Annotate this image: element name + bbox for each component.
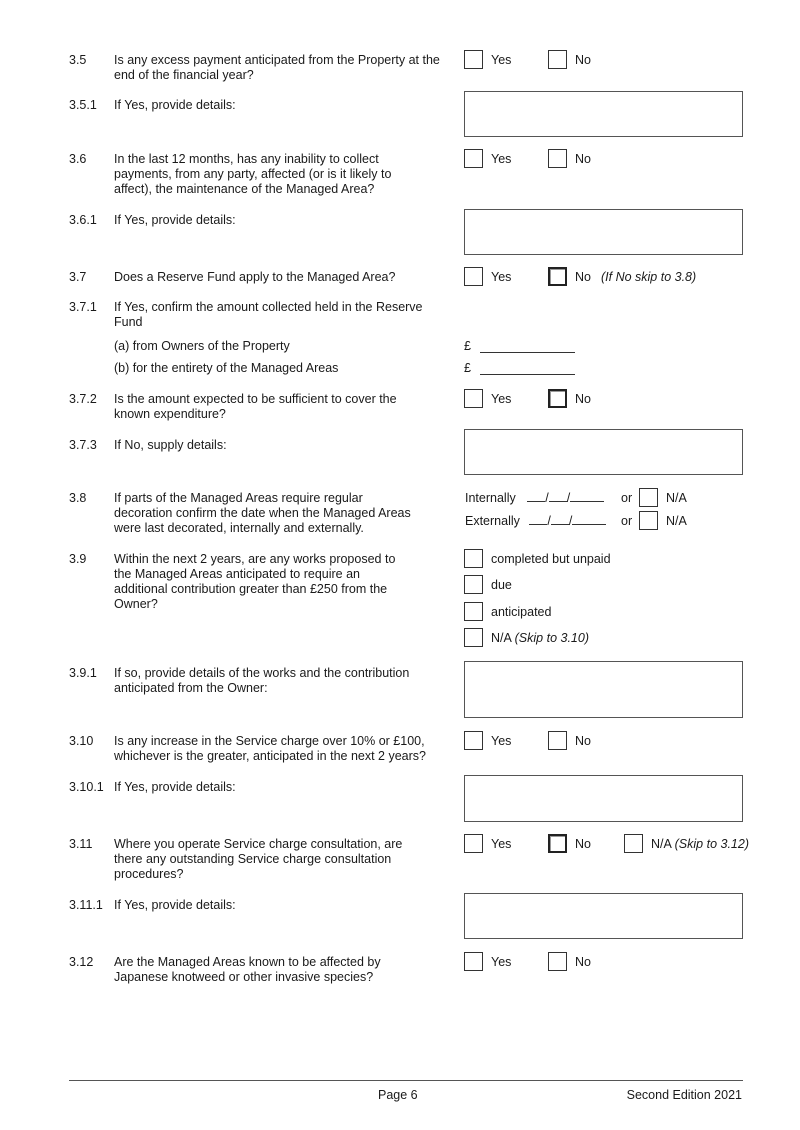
question-number: 3.6 xyxy=(69,152,87,166)
reserve-fund-owners-amount-field[interactable] xyxy=(480,339,575,353)
pound-sign: £ xyxy=(464,361,471,375)
yes-label: Yes xyxy=(491,270,512,284)
no-label: No xyxy=(575,270,591,284)
question-text: If Yes, provide details: xyxy=(114,780,236,794)
question-text: Are the Managed Areas known to be affected by Japanese knotweed or other invasive species? xyxy=(114,955,381,984)
or-label: or xyxy=(621,514,633,528)
question-text: Is the amount expected to be sufficient to cover the known expenditure? xyxy=(114,392,397,421)
no-label: No xyxy=(575,392,591,406)
reserve-fund-entirety-amount-field[interactable] xyxy=(480,361,575,375)
yes-label: Yes xyxy=(491,955,512,969)
question-number: 3.11.1 xyxy=(69,898,103,912)
na-option-label xyxy=(491,631,589,646)
due-checkbox[interactable] xyxy=(464,575,483,594)
yes-label: Yes xyxy=(491,53,512,67)
question-number: 3.7.1 xyxy=(69,300,97,314)
or-label: or xyxy=(621,491,633,505)
na-option-label xyxy=(651,837,749,852)
question-text: Is any increase in the Service charge over 10% or £100, whichever is the greater, anticipated in the next 2 years? xyxy=(114,734,426,763)
skip-note: (Skip to 3.10) xyxy=(514,631,589,645)
question-text: If so, provide details of the works and the contribution anticipated from the Owner: xyxy=(114,666,410,695)
yes-label: Yes xyxy=(491,734,512,748)
question-text: In the last 12 months, has any inability to collect payments, from any party, affected (or is it likely to affect), the maintenance of the Managed Area? xyxy=(114,152,392,196)
question-number: 3.12 xyxy=(69,955,94,969)
anticipated-checkbox[interactable] xyxy=(464,602,483,621)
yes-label: Yes xyxy=(491,837,512,851)
external-year-field[interactable] xyxy=(572,514,606,525)
question-text: If Yes, provide details: xyxy=(114,213,236,227)
no-label: No xyxy=(575,955,591,969)
yes-label: Yes xyxy=(491,152,512,166)
yes-checkbox[interactable] xyxy=(464,389,483,408)
question-number: 3.5.1 xyxy=(69,98,97,112)
na-text: N/A xyxy=(651,837,672,851)
no-checkbox[interactable] xyxy=(548,389,567,408)
no-checkbox[interactable] xyxy=(548,50,567,69)
details-textbox[interactable] xyxy=(464,893,743,939)
question-number: 3.7.2 xyxy=(69,392,97,406)
page-number: Page 6 xyxy=(378,1088,418,1102)
internal-day-field[interactable] xyxy=(527,491,545,502)
question-text: If Yes, provide details: xyxy=(114,898,236,912)
na-label: N/A xyxy=(666,491,687,505)
question-number: 3.5 xyxy=(69,53,87,67)
yes-checkbox[interactable] xyxy=(464,267,483,286)
externally-label: Externally / / xyxy=(465,514,606,529)
question-number: 3.10 xyxy=(69,734,94,748)
no-label: No xyxy=(575,53,591,67)
question-number: 3.7.3 xyxy=(69,438,97,452)
question-text: Does a Reserve Fund apply to the Managed Area? xyxy=(114,270,396,284)
yes-checkbox[interactable] xyxy=(464,952,483,971)
reserve-fund-owners-label: (a) from Owners of the Property xyxy=(114,339,290,353)
no-checkbox[interactable] xyxy=(548,267,567,286)
completed-unpaid-label: completed but unpaid xyxy=(491,552,611,566)
completed-unpaid-checkbox[interactable] xyxy=(464,549,483,568)
question-number: 3.7 xyxy=(69,270,87,284)
due-label: due xyxy=(491,578,512,592)
no-checkbox[interactable] xyxy=(548,149,567,168)
pound-sign: £ xyxy=(464,339,471,353)
question-number: 3.6.1 xyxy=(69,213,97,227)
externally-text: Externally xyxy=(465,514,520,528)
skip-note: (Skip to 3.12) xyxy=(674,837,749,851)
details-textbox[interactable] xyxy=(464,429,743,475)
edition-label: Second Edition 2021 xyxy=(626,1088,742,1102)
skip-note: (If No skip to 3.8) xyxy=(601,270,697,284)
details-textbox[interactable] xyxy=(464,775,743,822)
internally-label: Internally / / xyxy=(465,491,604,506)
no-checkbox[interactable] xyxy=(548,952,567,971)
no-label: No xyxy=(575,837,591,851)
yes-checkbox[interactable] xyxy=(464,731,483,750)
question-number: 3.8 xyxy=(69,491,87,505)
internal-year-field[interactable] xyxy=(570,491,604,502)
reserve-fund-entirety-label: (b) for the entirety of the Managed Areas xyxy=(114,361,339,375)
question-text: If No, supply details: xyxy=(114,438,227,452)
details-textbox[interactable] xyxy=(464,661,743,718)
question-text: Within the next 2 years, are any works proposed to the Managed Areas anticipated to require an additional contribution greater than £250 from the Owner? xyxy=(114,552,396,611)
question-number: 3.9.1 xyxy=(69,666,97,680)
yes-checkbox[interactable] xyxy=(464,834,483,853)
footer-divider xyxy=(69,1080,743,1081)
details-textbox[interactable] xyxy=(464,91,743,137)
external-day-field[interactable] xyxy=(529,514,547,525)
no-label: No xyxy=(575,152,591,166)
yes-label: Yes xyxy=(491,392,512,406)
yes-checkbox[interactable] xyxy=(464,50,483,69)
internal-na-checkbox[interactable] xyxy=(639,488,658,507)
anticipated-label: anticipated xyxy=(491,605,552,619)
na-checkbox[interactable] xyxy=(624,834,643,853)
na-checkbox[interactable] xyxy=(464,628,483,647)
question-text: Where you operate Service charge consultation, are there any outstanding Service charge consultation procedures? xyxy=(114,837,403,881)
internally-text: Internally xyxy=(465,491,516,505)
question-text: Is any excess payment anticipated from the Property at the end of the financial year? xyxy=(114,53,440,82)
question-number: 3.11 xyxy=(69,837,93,851)
no-label: No xyxy=(575,734,591,748)
question-number: 3.9 xyxy=(69,552,87,566)
question-number: 3.10.1 xyxy=(69,780,104,794)
no-checkbox[interactable] xyxy=(548,731,567,750)
question-text: If Yes, confirm the amount collected held in the Reserve Fund xyxy=(114,300,423,329)
na-text: N/A xyxy=(491,631,512,645)
details-textbox[interactable] xyxy=(464,209,743,255)
external-month-field[interactable] xyxy=(551,514,569,525)
question-text: If Yes, provide details: xyxy=(114,98,236,112)
yes-checkbox[interactable] xyxy=(464,149,483,168)
internal-month-field[interactable] xyxy=(549,491,567,502)
external-na-checkbox[interactable] xyxy=(639,511,658,530)
no-checkbox[interactable] xyxy=(548,834,567,853)
na-label: N/A xyxy=(666,514,687,528)
question-text: If parts of the Managed Areas require regular decoration confirm the date when the Managed Areas were last decorated, internally and externally. xyxy=(114,491,411,535)
